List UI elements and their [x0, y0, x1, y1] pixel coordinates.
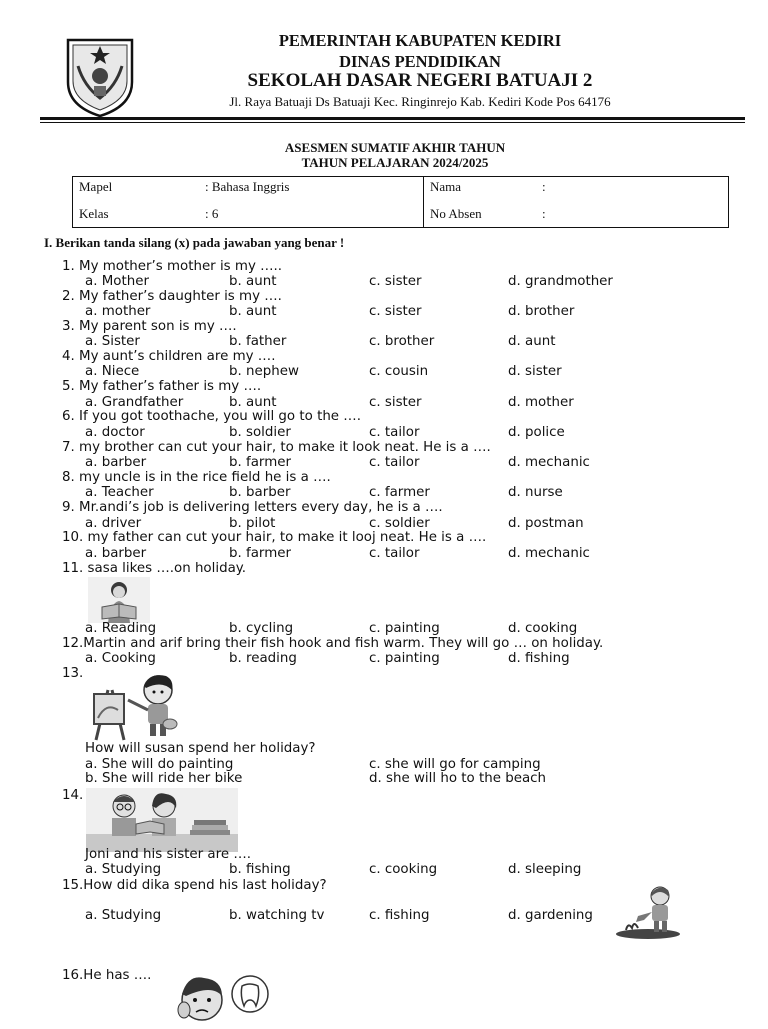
q14-option-a[interactable]: a. Studying [85, 862, 162, 877]
nama-label: Nama [424, 177, 537, 200]
kelas-value: : 6 [199, 200, 424, 228]
q12-option-d[interactable]: d. fishing [508, 651, 570, 666]
q11-option-b[interactable]: b. cycling [229, 621, 294, 636]
q10-option-a[interactable]: a. barber [85, 546, 147, 561]
q12-option-a[interactable]: a. Cooking [85, 651, 156, 666]
q3-option-b[interactable]: b. father [229, 334, 287, 349]
exam-title: ASESMEN SUMATIF AKHIR TAHUN [284, 140, 506, 155]
q15-option-c[interactable]: c. fishing [369, 908, 430, 923]
q1-option-a[interactable]: a. Mother [85, 274, 149, 289]
exam-year: TAHUN PELAJARAN 2024/2025 [301, 155, 489, 170]
question-2: 2. My father’s daughter is my …. [62, 289, 282, 304]
q7-option-b[interactable]: b. farmer [229, 455, 291, 470]
q14-option-b[interactable]: b. fishing [229, 862, 291, 877]
q1-option-c[interactable]: c. sister [369, 274, 422, 289]
absen-field[interactable]: : [536, 200, 729, 228]
header-divider-thin [40, 122, 745, 123]
q6-option-c[interactable]: c. tailor [369, 425, 420, 440]
q10-option-c[interactable]: c. tailor [369, 546, 420, 561]
school-logo [64, 36, 136, 118]
question-15: 15.How did dika spend his last holiday? [62, 878, 327, 893]
question-11: 11. sasa likes ….on holiday. [62, 561, 247, 576]
student-info-box [72, 176, 729, 228]
q5-option-c[interactable]: c. sister [369, 395, 422, 410]
q8-option-a[interactable]: a. Teacher [85, 485, 154, 500]
mapel-label: Mapel [73, 177, 200, 200]
question-3: 3. My parent son is my …. [62, 319, 237, 334]
man-toothache-image [170, 972, 270, 1024]
question-13-prompt: How will susan spend her holiday? [85, 741, 316, 756]
q13-option-a[interactable]: a. She will do painting [85, 757, 234, 772]
boy-painting-image [88, 670, 183, 742]
nama-field[interactable]: : [536, 177, 729, 200]
question-1: 1. My mother’s mother is my ….. [62, 259, 283, 274]
q14-option-c[interactable]: c. cooking [369, 862, 438, 877]
q7-option-c[interactable]: c. tailor [369, 455, 420, 470]
absen-label: No Absen [424, 200, 537, 228]
school-name: SEKOLAH DASAR NEGERI BATUAJI 2 [247, 70, 593, 91]
q10-option-b[interactable]: b. farmer [229, 546, 291, 561]
q9-option-a[interactable]: a. driver [85, 516, 142, 531]
q12-option-c[interactable]: c. painting [369, 651, 440, 666]
q7-option-a[interactable]: a. barber [85, 455, 147, 470]
question-12: 12.Martin and arif bring their fish hook and fish warm. They will go … on holiday. [62, 636, 604, 651]
q7-option-d[interactable]: d. mechanic [508, 455, 590, 470]
q5-option-d[interactable]: d. mother [508, 395, 574, 410]
section-instruction: I. Berikan tanda silang (x) pada jawaban yang benar ! [44, 235, 345, 250]
q1-option-d[interactable]: d. grandmother [508, 274, 613, 289]
header-line1: PEMERINTAH KABUPATEN KEDIRI [278, 31, 562, 50]
q4-option-c[interactable]: c. cousin [369, 364, 429, 379]
header-line2: DINAS PENDIDIKAN [339, 52, 501, 71]
question-8: 8. my uncle is in the rice field he is a …. [62, 470, 331, 485]
q13-option-c[interactable]: c. she will go for camping [369, 757, 541, 772]
q12-option-b[interactable]: b. reading [229, 651, 297, 666]
q15-option-d[interactable]: d. gardening [508, 908, 593, 923]
q14-option-d[interactable]: d. sleeping [508, 862, 582, 877]
q1-option-b[interactable]: b. aunt [229, 274, 277, 289]
q9-option-b[interactable]: b. pilot [229, 516, 276, 531]
question-10: 10. my father can cut your hair, to make it looj neat. He is a …. [62, 530, 487, 545]
q6-option-b[interactable]: b. soldier [229, 425, 291, 440]
q4-option-b[interactable]: b. nephew [229, 364, 299, 379]
question-5: 5. My father’s father is my …. [62, 379, 262, 394]
kelas-label: Kelas [73, 200, 200, 228]
q2-option-a[interactable]: a. mother [85, 304, 151, 319]
q4-option-d[interactable]: d. sister [508, 364, 562, 379]
q15-option-b[interactable]: b. watching tv [229, 908, 325, 923]
mapel-value: : Bahasa Inggris [199, 177, 424, 200]
question-14: 14. [62, 788, 84, 803]
q13-option-d[interactable]: d. she will ho to the beach [369, 771, 547, 786]
q2-option-b[interactable]: b. aunt [229, 304, 277, 319]
question-13: 13. [62, 666, 84, 681]
question-14-prompt: Joni and his sister are …. [85, 847, 251, 862]
q10-option-d[interactable]: d. mechanic [508, 546, 590, 561]
q11-option-a[interactable]: a. Reading [85, 621, 157, 636]
kids-studying-image [86, 788, 238, 852]
q6-option-a[interactable]: a. doctor [85, 425, 145, 440]
q15-option-a[interactable]: a. Studying [85, 908, 162, 923]
question-4: 4. My aunt’s children are my …. [62, 349, 276, 364]
q4-option-a[interactable]: a. Niece [85, 364, 140, 379]
q2-option-d[interactable]: d. brother [508, 304, 575, 319]
question-16: 16.He has …. [62, 968, 152, 983]
q3-option-a[interactable]: a. Sister [85, 334, 140, 349]
q5-option-b[interactable]: b. aunt [229, 395, 277, 410]
header-divider [40, 117, 745, 120]
q5-option-a[interactable]: a. Grandfather [85, 395, 184, 410]
q13-option-b[interactable]: b. She will ride her bike [85, 771, 243, 786]
q11-option-c[interactable]: c. painting [369, 621, 440, 636]
question-9: 9. Mr.andi’s job is delivering letters every day, he is a …. [62, 500, 443, 515]
q3-option-c[interactable]: c. brother [369, 334, 435, 349]
question-6: 6. If you got toothache, you will go to the …. [62, 409, 361, 424]
q8-option-c[interactable]: c. farmer [369, 485, 430, 500]
school-address: Jl. Raya Batuaji Ds Batuaji Kec. Ringinrejo Kab. Kediri Kode Pos 64176 [229, 94, 611, 109]
q11-option-d[interactable]: d. cooking [508, 621, 578, 636]
q9-option-c[interactable]: c. soldier [369, 516, 430, 531]
question-7: 7. my brother can cut your hair, to make it look neat. He is a …. [62, 440, 491, 455]
q9-option-d[interactable]: d. postman [508, 516, 584, 531]
q8-option-d[interactable]: d. nurse [508, 485, 563, 500]
q8-option-b[interactable]: b. barber [229, 485, 291, 500]
girl-reading-image [88, 577, 150, 623]
q6-option-d[interactable]: d. police [508, 425, 565, 440]
boy-gardening-image [612, 882, 682, 940]
q3-option-d[interactable]: d. aunt [508, 334, 556, 349]
q2-option-c[interactable]: c. sister [369, 304, 422, 319]
